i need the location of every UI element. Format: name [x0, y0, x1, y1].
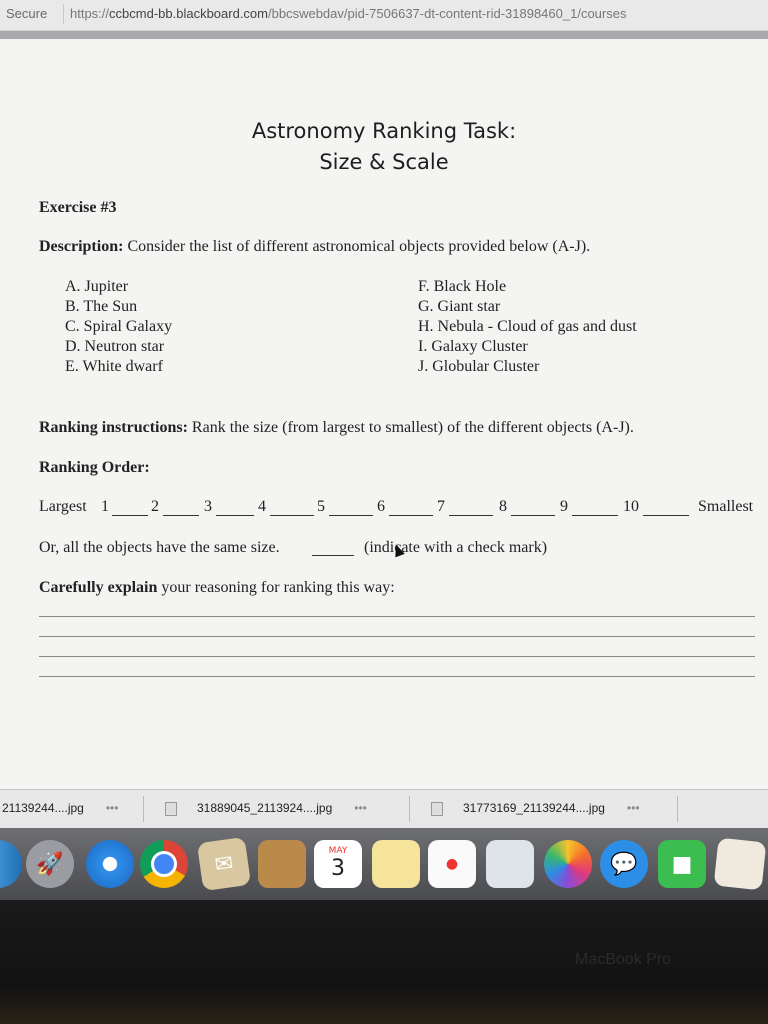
rank-blank-7[interactable]	[449, 515, 493, 516]
explain-prompt: Carefully explain your reasoning for ranking this way:	[39, 579, 395, 596]
list-item: C. Spiral Galaxy	[65, 318, 173, 335]
dock	[0, 828, 768, 900]
address-bar[interactable]	[0, 0, 768, 31]
page-subtitle: Size & Scale	[319, 150, 449, 174]
secure-label: Secure	[6, 6, 48, 21]
rank-number: 3	[204, 498, 212, 515]
download-item[interactable]	[2, 801, 118, 815]
mail-icon[interactable]: ✉	[197, 837, 251, 891]
same-size-check-blank[interactable]	[312, 555, 354, 556]
rank-blank-8[interactable]	[511, 515, 555, 516]
calendar-day: 3	[331, 856, 345, 881]
device-label: MacBook Pro	[575, 951, 672, 968]
answer-line-4[interactable]	[39, 676, 755, 677]
download-divider	[677, 796, 678, 822]
rank-number: 5	[317, 498, 325, 515]
ranking-order-label: Ranking Order:	[39, 459, 150, 476]
facetime-icon[interactable]: ■	[658, 840, 706, 888]
calendar-month: MAY	[328, 846, 348, 856]
chrome-icon[interactable]	[140, 840, 188, 888]
largest-label: Largest	[39, 498, 87, 515]
rank-blank-4[interactable]	[270, 515, 314, 516]
rank-number: 10	[623, 498, 639, 515]
launchpad-icon[interactable]: 🚀	[26, 840, 74, 888]
download-filename: 31773169_21139244....jpg	[463, 801, 605, 815]
rank-blank-3[interactable]	[216, 515, 254, 516]
answer-line-3[interactable]	[39, 656, 755, 657]
rank-blank-10[interactable]	[643, 515, 689, 516]
messages-icon[interactable]: 💬	[600, 840, 648, 888]
check-mark-instruction: (indicate with a check mark)	[364, 539, 548, 556]
list-item: G. Giant star	[418, 298, 501, 315]
list-item: D. Neutron star	[65, 338, 165, 355]
list-item: I. Galaxy Cluster	[418, 338, 528, 355]
calendar-app-icon[interactable]	[486, 840, 534, 888]
download-divider	[409, 796, 410, 822]
textedit-icon[interactable]	[714, 838, 767, 891]
reminders-icon[interactable]: ●	[428, 840, 476, 888]
rank-blank-6[interactable]	[389, 515, 433, 516]
list-item: B. The Sun	[65, 298, 138, 315]
downloads-bar	[0, 789, 768, 828]
calendar-icon[interactable]	[314, 840, 362, 888]
exercise-label: Exercise #3	[39, 199, 117, 216]
page-title: Astronomy Ranking Task:	[251, 119, 517, 143]
photos-icon[interactable]	[544, 840, 592, 888]
rank-number: 2	[151, 498, 159, 515]
file-icon	[431, 802, 443, 816]
rank-number: 9	[560, 498, 568, 515]
more-icon[interactable]: •••	[354, 801, 367, 815]
description: Description: Consider the list of different astronomical objects provided below (A-J).	[39, 238, 591, 255]
toolbar-strip	[0, 31, 768, 39]
rank-number: 1	[101, 498, 109, 515]
laptop-bezel	[0, 900, 768, 1024]
objects-list-right	[418, 277, 637, 377]
file-icon	[165, 802, 177, 816]
notes-icon[interactable]	[372, 840, 420, 888]
list-item: A. Jupiter	[65, 278, 129, 295]
download-filename: 31889045_2113924....jpg	[197, 801, 333, 815]
list-item: H. Nebula - Cloud of gas and dust	[418, 318, 637, 335]
document-page	[0, 39, 768, 789]
rank-number: 4	[258, 498, 266, 515]
same-size-text: Or, all the objects have the same size.	[39, 539, 280, 556]
rank-number: 6	[377, 498, 385, 515]
rank-blank-1[interactable]	[112, 515, 148, 516]
address-divider	[63, 4, 64, 24]
ranking-instructions: Ranking instructions: Rank the size (from largest to smallest) of the different objects (A-J).	[39, 419, 634, 436]
download-item[interactable]	[431, 801, 640, 816]
answer-line-2[interactable]	[39, 636, 755, 637]
more-icon[interactable]: •••	[105, 801, 119, 815]
list-item: J. Globular Cluster	[418, 358, 540, 375]
smallest-label: Smallest	[698, 498, 754, 515]
more-icon[interactable]: •••	[626, 801, 640, 815]
safari-icon[interactable]	[86, 840, 134, 888]
contacts-icon[interactable]	[258, 840, 306, 888]
rank-number: 8	[499, 498, 507, 515]
finder-icon[interactable]	[0, 840, 22, 888]
rank-blank-2[interactable]	[163, 515, 199, 516]
rank-blank-9[interactable]	[572, 515, 618, 516]
answer-line-1[interactable]	[39, 616, 755, 617]
rank-blank-5[interactable]	[329, 515, 373, 516]
ranking-order-row	[39, 498, 759, 520]
url-text[interactable]: https://ccbcmd-bb.blackboard.com/bbcswebdav/pid-7506637-dt-content-rid-31898460_1/courses	[70, 6, 627, 21]
rank-number: 7	[437, 498, 445, 515]
objects-list-left	[65, 277, 172, 377]
download-item[interactable]	[165, 801, 367, 816]
download-filename: 21139244....jpg	[2, 801, 84, 815]
download-divider	[143, 796, 144, 822]
list-item: F. Black Hole	[418, 278, 507, 295]
list-item: E. White dwarf	[65, 358, 163, 375]
